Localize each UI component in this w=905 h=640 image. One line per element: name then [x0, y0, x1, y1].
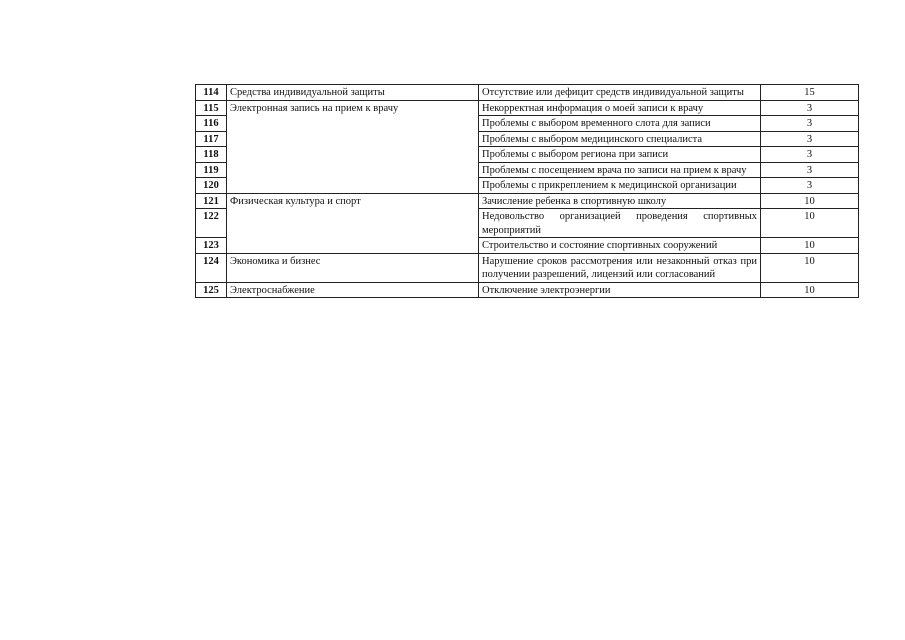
- row-number: 115: [196, 100, 227, 116]
- category-cell: Экономика и бизнес: [227, 253, 479, 282]
- document-table: [195, 84, 859, 298]
- description-cell: Строительство и состояние спортивных сооружений: [479, 238, 761, 254]
- row-number: 124: [196, 253, 227, 282]
- description-cell: Проблемы с выбором медицинского специалиста: [479, 131, 761, 147]
- table-row: [196, 253, 859, 282]
- value-cell: 3: [761, 178, 859, 194]
- row-number: 114: [196, 85, 227, 101]
- table-row: [196, 193, 859, 209]
- row-number: 125: [196, 282, 227, 298]
- description-cell: Некорректная информация о моей записи к врачу: [479, 100, 761, 116]
- value-cell: 3: [761, 131, 859, 147]
- row-number: 122: [196, 209, 227, 238]
- description-cell: Отсутствие или дефицит средств индивидуальной защиты: [479, 85, 761, 101]
- value-cell: 10: [761, 253, 859, 282]
- row-number: 120: [196, 178, 227, 194]
- table-row: [196, 100, 859, 116]
- value-cell: 3: [761, 116, 859, 132]
- table-row: [196, 85, 859, 101]
- value-cell: 10: [761, 238, 859, 254]
- row-number: 119: [196, 162, 227, 178]
- row-number: 123: [196, 238, 227, 254]
- row-number: 117: [196, 131, 227, 147]
- description-cell: Проблемы с выбором региона при записи: [479, 147, 761, 163]
- category-cell: Электроснабжение: [227, 282, 479, 298]
- row-number: 116: [196, 116, 227, 132]
- description-cell: Отключение электроэнергии: [479, 282, 761, 298]
- value-cell: 10: [761, 282, 859, 298]
- description-cell: Проблемы с прикреплением к медицинской организации: [479, 178, 761, 194]
- value-cell: 10: [761, 193, 859, 209]
- category-cell: Электронная запись на прием к врачу: [227, 100, 479, 193]
- row-number: 118: [196, 147, 227, 163]
- value-cell: 3: [761, 162, 859, 178]
- value-cell: 3: [761, 147, 859, 163]
- value-cell: 10: [761, 209, 859, 238]
- description-cell: Зачисление ребенка в спортивную школу: [479, 193, 761, 209]
- table-row: [196, 282, 859, 298]
- description-cell: Проблемы с выбором временного слота для записи: [479, 116, 761, 132]
- value-cell: 3: [761, 100, 859, 116]
- row-number: 121: [196, 193, 227, 209]
- value-cell: 15: [761, 85, 859, 101]
- category-cell: Физическая культура и спорт: [227, 193, 479, 253]
- description-cell: Недовольство организацией проведения спортивных мероприятий: [479, 209, 761, 238]
- category-cell: Средства индивидуальной защиты: [227, 85, 479, 101]
- description-cell: Проблемы с посещением врача по записи на прием к врачу: [479, 162, 761, 178]
- description-cell: Нарушение сроков рассмотрения или незаконный отказ при получении разрешений, лицензий или согласований: [479, 253, 761, 282]
